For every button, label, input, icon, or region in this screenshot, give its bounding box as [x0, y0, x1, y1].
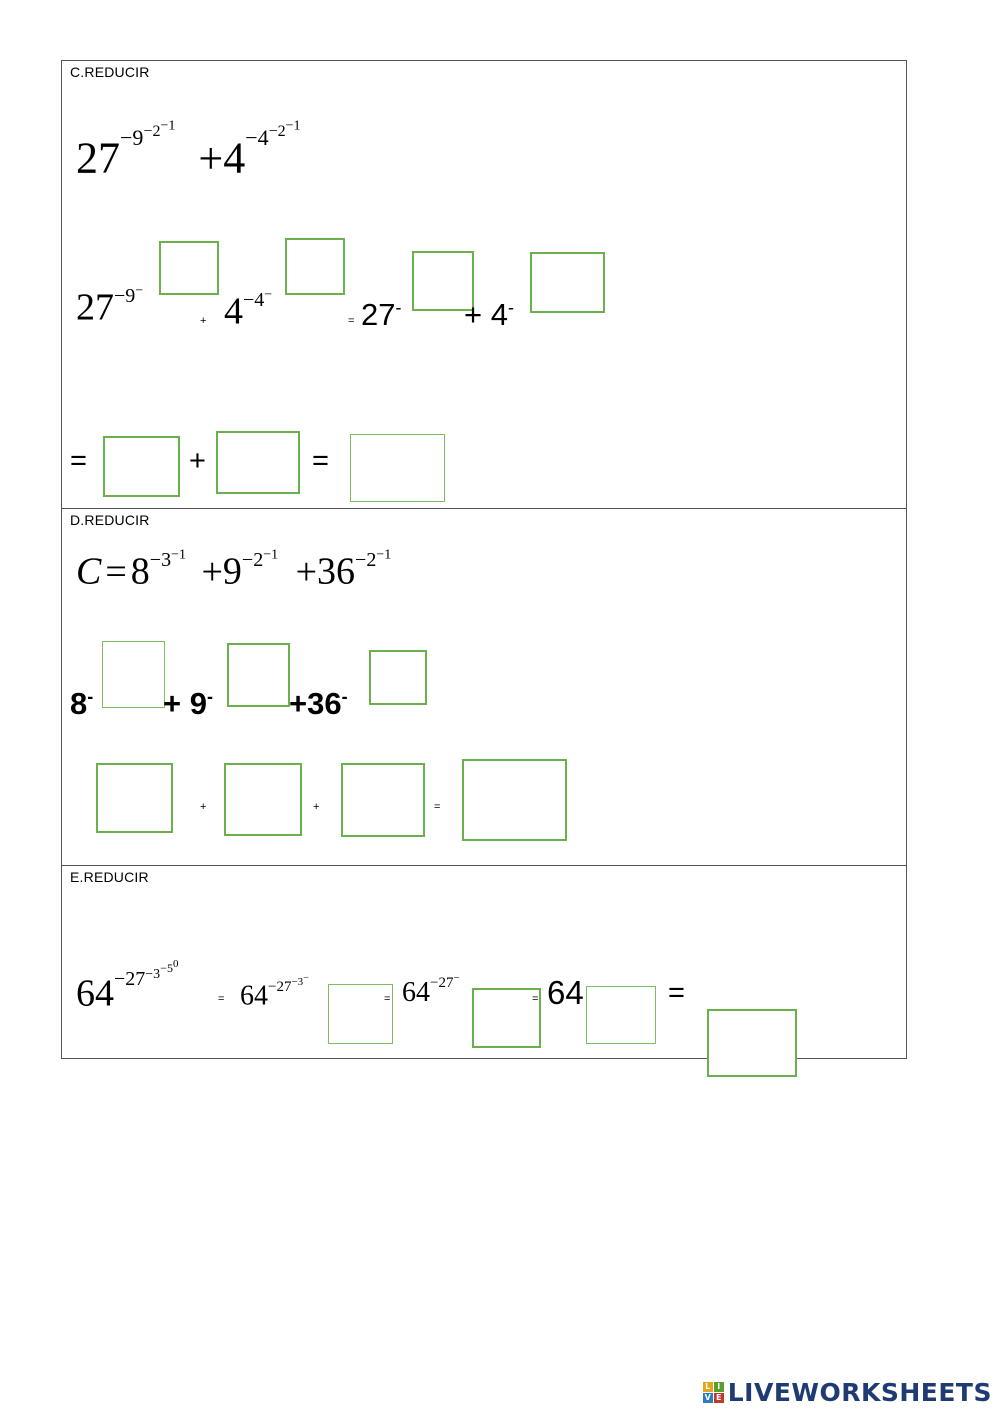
exp: -	[206, 686, 213, 707]
answer-box-d6[interactable]	[341, 763, 425, 837]
exp: −2	[241, 548, 264, 571]
exp2: −1	[263, 547, 279, 562]
exp-b3: −1	[285, 119, 301, 134]
base-9: 9	[222, 550, 242, 593]
answer-box-e2[interactable]	[472, 988, 541, 1048]
base-27: 27	[76, 286, 114, 329]
logo-letter: I	[714, 1382, 724, 1392]
section-c-title: C.REDUCIR	[70, 64, 150, 80]
logo-mark-icon	[703, 1382, 724, 1403]
exp: −27	[114, 968, 146, 991]
answer-box-d2[interactable]	[227, 643, 290, 707]
answer-box-d4[interactable]	[96, 763, 173, 833]
exp2: −	[264, 287, 273, 302]
answer-box-c1[interactable]	[159, 241, 219, 295]
worksheet	[61, 60, 907, 1059]
base-64-final: 64	[547, 974, 584, 1011]
base-27: 27	[76, 133, 120, 183]
base-4: 4	[223, 133, 246, 183]
answer-box-d1[interactable]	[102, 641, 165, 708]
logo-letter: L	[703, 1382, 713, 1392]
answer-box-e4[interactable]	[707, 1009, 797, 1077]
exp3: −	[303, 972, 309, 983]
base-27: 27	[361, 297, 396, 332]
exp-b2: −2	[268, 123, 286, 141]
plus: +	[295, 550, 318, 593]
answer-box-d3[interactable]	[369, 650, 427, 705]
exp: -	[341, 686, 348, 707]
equals-1: =	[70, 445, 87, 477]
c-expression-1	[76, 119, 301, 184]
exp2: −	[135, 283, 144, 298]
base-4: 4	[224, 290, 243, 333]
exp-a2: −2	[143, 123, 161, 141]
c-line2-a	[76, 283, 143, 330]
exp-a3: −1	[160, 119, 176, 134]
plus-sign: +	[198, 133, 224, 183]
d-line2-a	[70, 686, 93, 722]
equals-small: =	[348, 315, 355, 327]
logo-text: LIVEWORKSHEETS	[727, 1378, 992, 1407]
d-expression-1	[76, 547, 391, 594]
e-expression-a	[76, 958, 178, 1015]
answer-box-d5[interactable]	[224, 763, 302, 836]
answer-box-e3[interactable]	[586, 986, 656, 1044]
base-64: 64	[76, 972, 114, 1015]
equals-small-2: =	[384, 993, 391, 1005]
exp2: −3	[145, 966, 161, 982]
plus: +	[201, 550, 223, 593]
base-8: 8	[70, 686, 88, 721]
equals-small-1: =	[218, 993, 225, 1005]
base-64: 64	[240, 980, 268, 1012]
equals: =	[105, 550, 127, 593]
exp2: −3	[291, 975, 304, 988]
equals-small: =	[434, 801, 441, 813]
exp: −27	[430, 975, 454, 991]
exp: −27	[268, 978, 292, 995]
base-8: 8	[130, 550, 150, 593]
exp2: −1	[376, 547, 392, 562]
plus-9: + 9	[163, 686, 207, 721]
section-d-title: D.REDUCIR	[70, 512, 150, 528]
plus-small-2: +	[313, 801, 320, 813]
equals-2: =	[312, 445, 329, 477]
c-line2-d	[464, 297, 514, 333]
answer-box-c7[interactable]	[350, 434, 445, 502]
exp: −9	[114, 284, 136, 307]
plus-small-1: +	[200, 801, 207, 813]
liveworksheets-logo	[703, 1378, 992, 1407]
answer-box-d7[interactable]	[462, 759, 567, 841]
plus-small: +	[200, 315, 207, 327]
exp: −4	[243, 288, 265, 311]
answer-box-c6[interactable]	[216, 431, 300, 494]
answer-box-c4[interactable]	[530, 252, 605, 313]
plus-2: +	[189, 445, 206, 477]
exp: -	[395, 297, 402, 318]
section-e-title: E.REDUCIR	[70, 869, 149, 885]
section-d	[62, 509, 906, 866]
e-expression-c	[402, 972, 460, 1009]
e-expression-b	[240, 972, 309, 1013]
exp4: 0	[172, 958, 179, 970]
exp: -	[87, 686, 94, 707]
exp2: −	[453, 972, 460, 984]
plus-36: +36	[289, 686, 342, 721]
d-line2-b	[163, 686, 213, 722]
section-c	[62, 61, 906, 509]
d-line2-c	[289, 686, 348, 722]
exp: -	[507, 297, 514, 318]
c-line2-c	[361, 297, 401, 333]
answer-box-c2[interactable]	[285, 238, 345, 295]
base-36: 36	[317, 550, 356, 593]
section-e	[62, 866, 906, 1060]
logo-letter: V	[704, 1393, 711, 1402]
variable-c: C	[76, 550, 102, 593]
base-64: 64	[402, 977, 430, 1008]
equals-small-3: =	[532, 993, 539, 1005]
exp: −3	[149, 548, 172, 571]
logo-letter: E	[714, 1393, 724, 1403]
equals-large: =	[668, 977, 685, 1009]
exp2: −1	[171, 547, 186, 562]
plus-4: + 4	[464, 297, 508, 332]
c-line2-b	[224, 287, 272, 334]
exp-b: −4	[245, 124, 269, 150]
exp3: −5	[160, 961, 173, 975]
exp-a: −9	[120, 124, 144, 150]
exp: −2	[355, 548, 377, 571]
answer-box-c5[interactable]	[103, 436, 180, 497]
